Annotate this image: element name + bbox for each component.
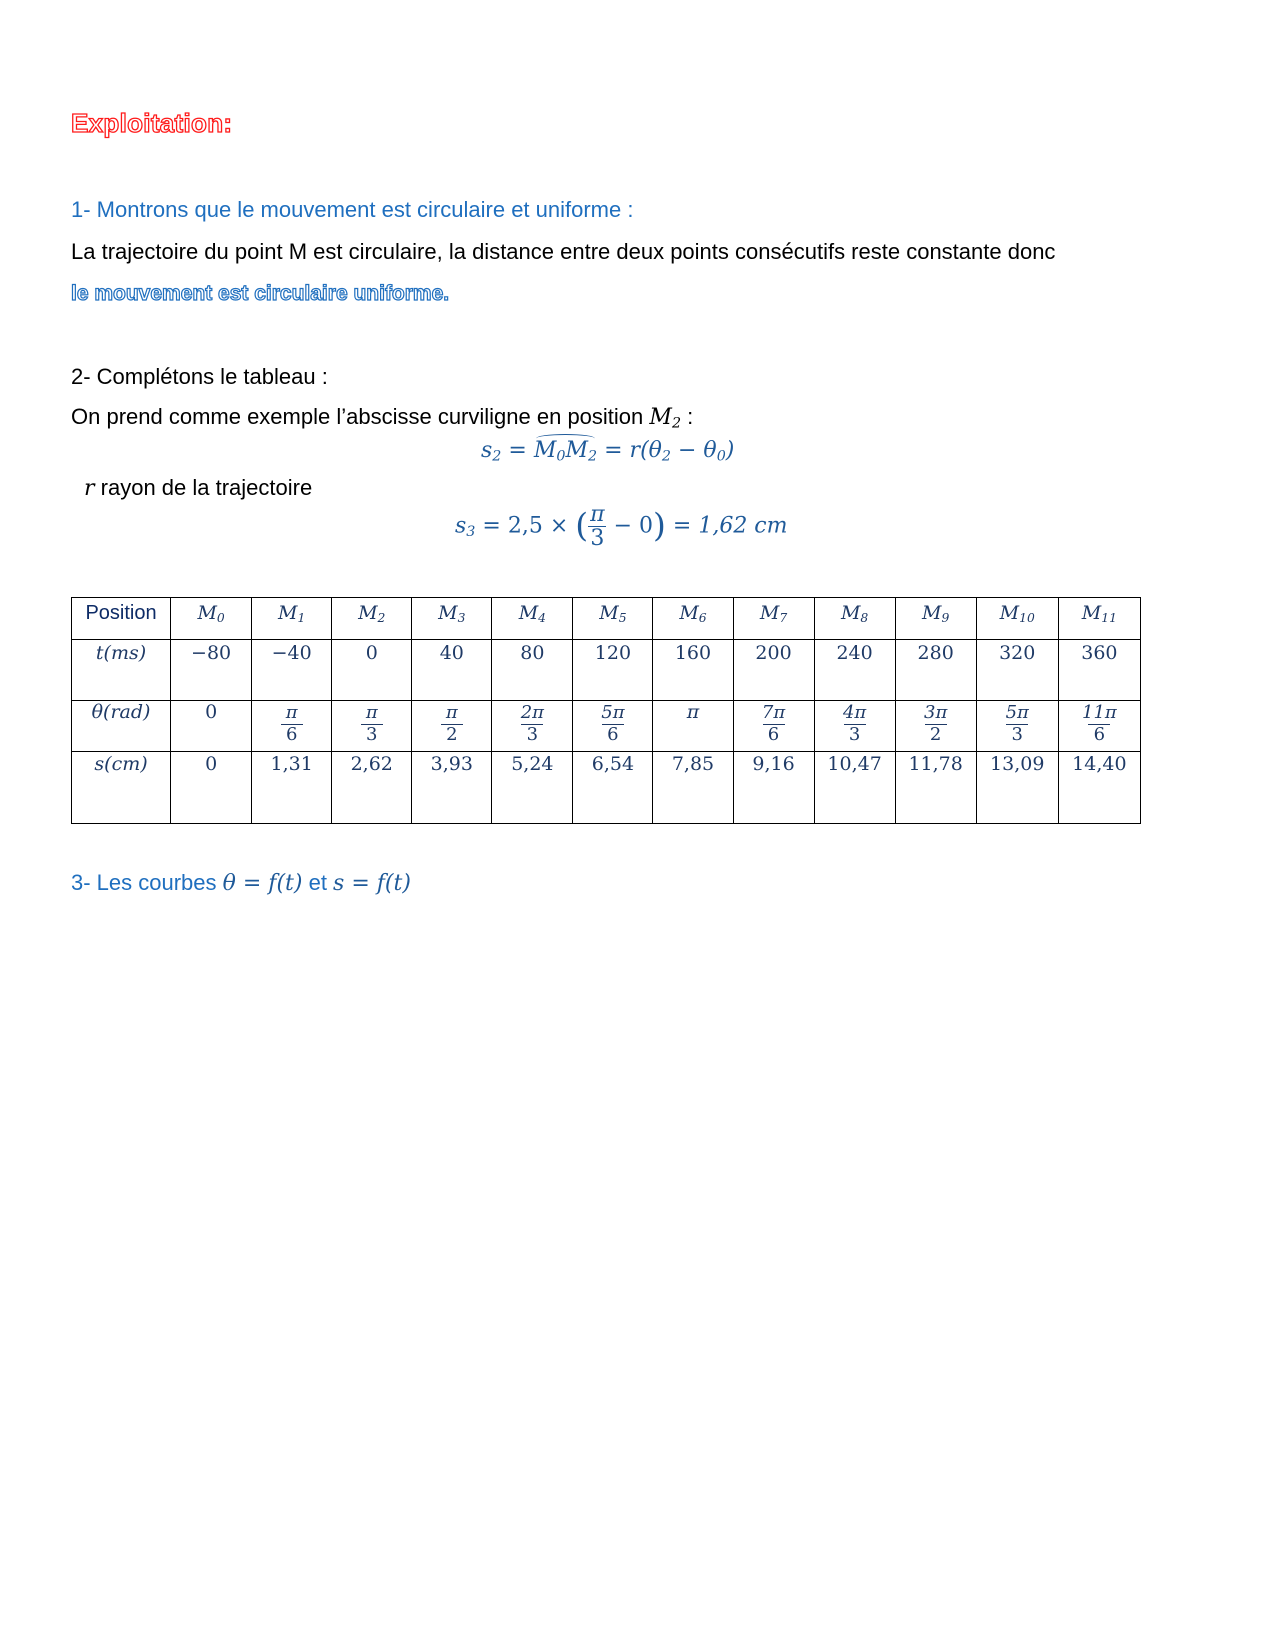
theta-den: 6: [602, 724, 624, 746]
arc-b: M: [565, 438, 589, 463]
arc-symbol: [534, 438, 597, 465]
time-cell: 360: [1058, 640, 1140, 701]
position-symbol: M: [1081, 602, 1102, 624]
time-cell: 280: [895, 640, 976, 701]
position-cell: [976, 598, 1058, 640]
intro-symbol-letter: M: [649, 405, 672, 430]
r-text: rayon de la trajectoire: [94, 475, 313, 500]
position-cell: [895, 598, 976, 640]
theta-den: 6: [1088, 724, 1110, 746]
theta-cell: [573, 701, 653, 752]
s-cell: 11,78: [895, 752, 976, 824]
table-row-theta: [72, 701, 1141, 752]
position-sub: 3: [457, 611, 466, 626]
intro-symbol-sub: 2: [671, 415, 682, 432]
theta-cell: [653, 701, 733, 752]
intro-end: :: [681, 404, 694, 429]
theta-num: 5π: [1005, 702, 1029, 723]
eq1-rhs-end: ): [725, 438, 735, 463]
eq1-rhs-prefix: = r(θ: [604, 438, 662, 463]
time-cell: 200: [733, 640, 814, 701]
position-symbol: M: [922, 602, 942, 624]
time-cell: 40: [412, 640, 492, 701]
theta-value: 0: [205, 701, 218, 723]
theta-den: 3: [844, 724, 866, 746]
s-cell: 0: [171, 752, 252, 824]
theta-num: 5π: [601, 702, 625, 723]
eq2-coef: = 2,5 ×: [482, 513, 569, 539]
position-symbol: M: [999, 602, 1020, 624]
theta-fraction: [1006, 703, 1029, 745]
eq2-frac-num: π: [590, 502, 605, 527]
eq2-fraction: [588, 503, 606, 550]
section3-eq-b: s = f(t): [333, 871, 411, 896]
position-cell: [252, 598, 332, 640]
position-sub: 5: [618, 611, 627, 626]
position-cell: [1058, 598, 1140, 640]
page-title: Exploitation:: [71, 108, 233, 138]
section2-intro: [71, 404, 693, 432]
theta-fraction: [762, 703, 785, 745]
s-cell: 7,85: [653, 752, 733, 824]
theta-cell: [332, 701, 412, 752]
theta-den: 2: [441, 724, 463, 746]
s-cell: 10,47: [814, 752, 895, 824]
intro-symbol: [649, 405, 681, 430]
eq2-lhs-sub: 3: [466, 524, 476, 541]
row-label: θ(rad): [72, 701, 171, 752]
position-cell: [814, 598, 895, 640]
position-cell: [573, 598, 653, 640]
eq1-rhs-mid: − θ: [671, 438, 717, 463]
equation-arc-length: $s_2 = M_0M_2 = r(\theta_2 - \theta_0)$: [481, 438, 735, 465]
theta-cell: [492, 701, 573, 752]
eq1-rhs-sub0: 0: [716, 448, 726, 465]
position-symbol: M: [759, 602, 780, 624]
theta-fraction: [441, 703, 463, 745]
arc-b-sub: 2: [588, 448, 598, 465]
equation-s3: $s_3 = 2,5$ × ( $\frac{\pi}{3}$ − 0) = 1,62 cm: [455, 502, 788, 552]
section2-intro-text: On prend comme exemple l’abscisse curviligne en position: [71, 404, 644, 429]
theta-fraction: [924, 703, 947, 745]
theta-fraction: [1082, 703, 1117, 745]
section3-mid: et: [302, 870, 334, 895]
position-sub: 8: [860, 611, 869, 626]
row-label: t(ms): [72, 640, 171, 701]
time-cell: 80: [492, 640, 573, 701]
theta-fraction: [521, 703, 544, 745]
theta-cell: [976, 701, 1058, 752]
position-sub: 9: [941, 611, 950, 626]
time-cell: −80: [171, 640, 252, 701]
theta-num: 4π: [842, 702, 867, 723]
section1-heading: 1- Montrons que le mouvement est circulaire et uniforme :: [71, 197, 634, 222]
position-symbol: M: [840, 602, 861, 624]
position-cell: [492, 598, 573, 640]
theta-num: π: [285, 702, 298, 723]
r-symbol: r: [84, 476, 95, 501]
theta-fraction: [361, 703, 383, 745]
position-sub: 4: [538, 611, 547, 626]
time-cell: 240: [814, 640, 895, 701]
position-sub: 7: [779, 611, 788, 626]
theta-cell: [412, 701, 492, 752]
eq2-result: = 1,62 cm: [672, 513, 788, 539]
position-cell: [412, 598, 492, 640]
section1-conclusion: le mouvement est circulaire uniforme.: [71, 282, 450, 305]
theta-den: 2: [925, 724, 947, 746]
eq1-rhs-sub2: 2: [661, 448, 672, 465]
eq2-lhs: s: [455, 513, 467, 539]
position-sub: 1: [297, 611, 306, 626]
table-row-position: [72, 598, 1141, 640]
theta-num: 3π: [924, 702, 948, 723]
theta-num: 11π: [1082, 702, 1117, 723]
section3-heading: [71, 870, 411, 896]
time-cell: −40: [252, 640, 332, 701]
theta-value: π: [686, 701, 700, 723]
position-symbol: M: [197, 602, 217, 624]
s-cell: 1,31: [252, 752, 332, 824]
position-cell: [733, 598, 814, 640]
position-symbol: M: [438, 602, 458, 624]
eq2-minus: − 0: [613, 513, 654, 539]
theta-fraction: [281, 703, 303, 745]
position-symbol: M: [679, 602, 699, 624]
eq1-lhs: s: [481, 438, 493, 463]
row-label: s(cm): [72, 752, 171, 824]
position-cell: [171, 598, 252, 640]
theta-den: 6: [281, 724, 303, 746]
theta-num: π: [445, 702, 458, 723]
theta-den: 3: [361, 724, 383, 746]
theta-fraction: [843, 703, 866, 745]
eq2-frac-den: 3: [590, 526, 605, 552]
s-cell: 3,93: [412, 752, 492, 824]
theta-num: π: [365, 702, 378, 723]
table-row-time: [72, 640, 1141, 701]
section2-heading: 2- Complétons le tableau :: [71, 364, 328, 389]
position-symbol: M: [358, 602, 378, 624]
r-definition: [84, 475, 312, 501]
eq1-lhs-sub: 2: [492, 448, 502, 465]
s-cell: 13,09: [976, 752, 1058, 824]
arc-a-sub: 0: [556, 448, 566, 465]
position-symbol: M: [278, 602, 298, 624]
table-row-s: [72, 752, 1141, 824]
position-cell: [653, 598, 733, 640]
position-symbol: M: [518, 602, 539, 624]
theta-cell: [1058, 701, 1140, 752]
position-symbol: M: [599, 602, 619, 624]
theta-den: 3: [1006, 724, 1028, 746]
section1-text: La trajectoire du point M est circulaire, la distance entre deux points consécutifs reste constante donc: [71, 239, 1056, 264]
theta-fraction: [601, 703, 624, 745]
position-sub: 2: [377, 611, 386, 626]
theta-den: 3: [521, 724, 543, 746]
s-cell: 6,54: [573, 752, 653, 824]
theta-cell: [252, 701, 332, 752]
theta-num: 2π: [520, 702, 544, 723]
arc-a: M: [533, 438, 557, 463]
theta-cell: [895, 701, 976, 752]
time-cell: 320: [976, 640, 1058, 701]
theta-cell: [171, 701, 252, 752]
theta-cell: [814, 701, 895, 752]
s-cell: 9,16: [733, 752, 814, 824]
data-table: [71, 597, 1141, 824]
position-sub: 0: [216, 611, 225, 626]
s-cell: 5,24: [492, 752, 573, 824]
row-label: Position: [72, 598, 171, 640]
s-cell: 14,40: [1058, 752, 1140, 824]
theta-den: 6: [763, 724, 785, 746]
position-cell: [332, 598, 412, 640]
position-sub: 11: [1101, 611, 1117, 626]
theta-num: 7π: [761, 702, 786, 723]
position-sub: 10: [1019, 611, 1035, 626]
section3-eq-a: θ = f(t): [222, 871, 303, 896]
s-cell: 2,62: [332, 752, 412, 824]
position-sub: 6: [698, 611, 707, 626]
theta-cell: [733, 701, 814, 752]
time-cell: 0: [332, 640, 412, 701]
section3-prefix: 3- Les courbes: [71, 870, 223, 895]
time-cell: 160: [653, 640, 733, 701]
time-cell: 120: [573, 640, 653, 701]
